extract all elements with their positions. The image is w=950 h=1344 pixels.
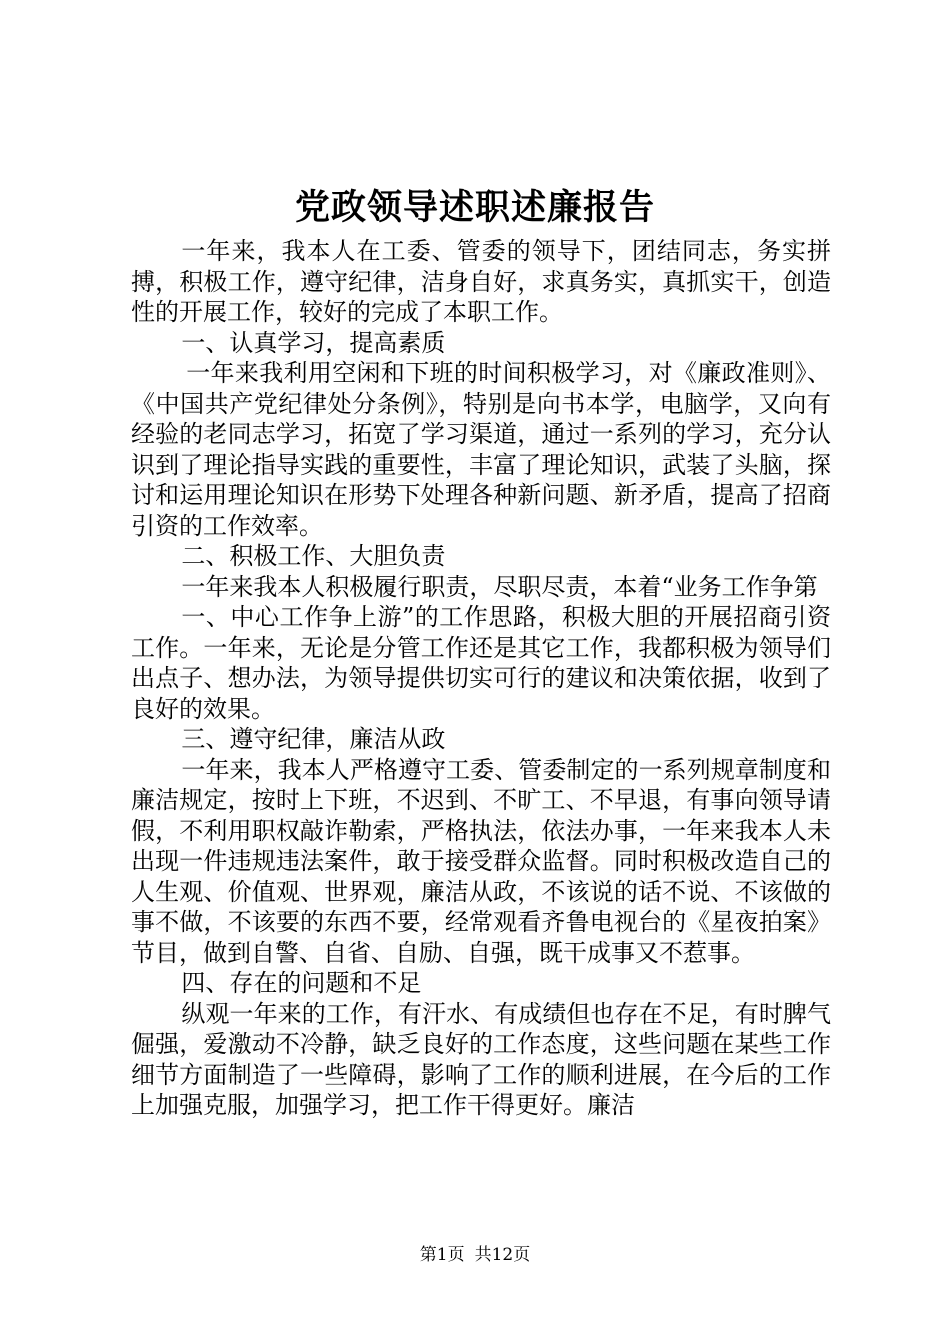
section-heading-4: 四、存在的问题和不足: [181, 969, 422, 997]
page-total: 共12页: [474, 1245, 531, 1265]
section-heading-1: 一、认真学习，提高素质: [181, 328, 446, 357]
document-body: [131, 236, 831, 1121]
section-heading-2: 二、积极工作、大胆负责: [181, 542, 446, 570]
paragraph-discipline: 一年来，我本人严格遵守工委、管委制定的一系列规章制度和廉洁规定，按时上下班，不迟到、不旷工、不早退，有事向领导请假，不利用职权敲诈勒索，严格执法，依法办事，一年来我本人未出现一件违规违法案件，敢于接受群众监督。同时积极改造自己的人生观、价值观、世界观，廉洁从政，不该说的话不说、不该做的事不做，不该要的东西不要，经常观看齐鲁电视台的《星夜拍案》节目，做到自警、自省、自励、自强，既干成事又不惹事。: [131, 755, 831, 967]
paragraph-shortcomings: 纵观一年来的工作，有汗水、有成绩但也存在不足，有时脾气倔强，爱激动不冷静，缺乏良好的工作态度，这些问题在某些工作细节方面制造了一些障碍，影响了工作的顺利进展，在今后的工作上加强克服，加强学习，把工作干得更好。廉洁: [131, 999, 831, 1119]
paragraph-work: 一、中心工作争上游”的工作思路，积极大胆的开展招商引资工作。一年来，无论是分管工作还是其它工作，我都积极为领导们出点子、想办法，为领导提供切实可行的建议和决策依据，收到了良好的效果。: [131, 603, 831, 723]
document-title: 党政领导述职述廉报告: [294, 187, 655, 228]
paragraph-study: 一年来我利用空闲和下班的时间积极学习，对《廉政准则》、《中国共产党纪律处分条例》，特别是向书本学，电脑学，又向有经验的老同志学习，拓宽了学习渠道，通过一系列的学习，充分认识到了理论指导实践的重要性，丰富了理论知识，武装了头脑，探讨和运用理论知识在形势下处理各种新问题、新矛盾，提高了招商引资的工作效率。: [131, 359, 831, 540]
page-footer: [0, 1244, 950, 1266]
paragraph-intro: 一年来，我本人在工委、管委的领导下，团结同志，务实拼搏，积极工作，遵守纪律，洁身自好，求真务实，真抓实干，创造性的开展工作，较好的完成了本职工作。: [131, 237, 831, 326]
section-heading-3: 三、遵守纪律，廉洁从政: [181, 725, 446, 753]
paragraph-duty: 一年来我本人积极履行职责，尽职尽责，本着“业务工作争第: [181, 572, 818, 601]
page-number: 第1页: [419, 1245, 465, 1265]
